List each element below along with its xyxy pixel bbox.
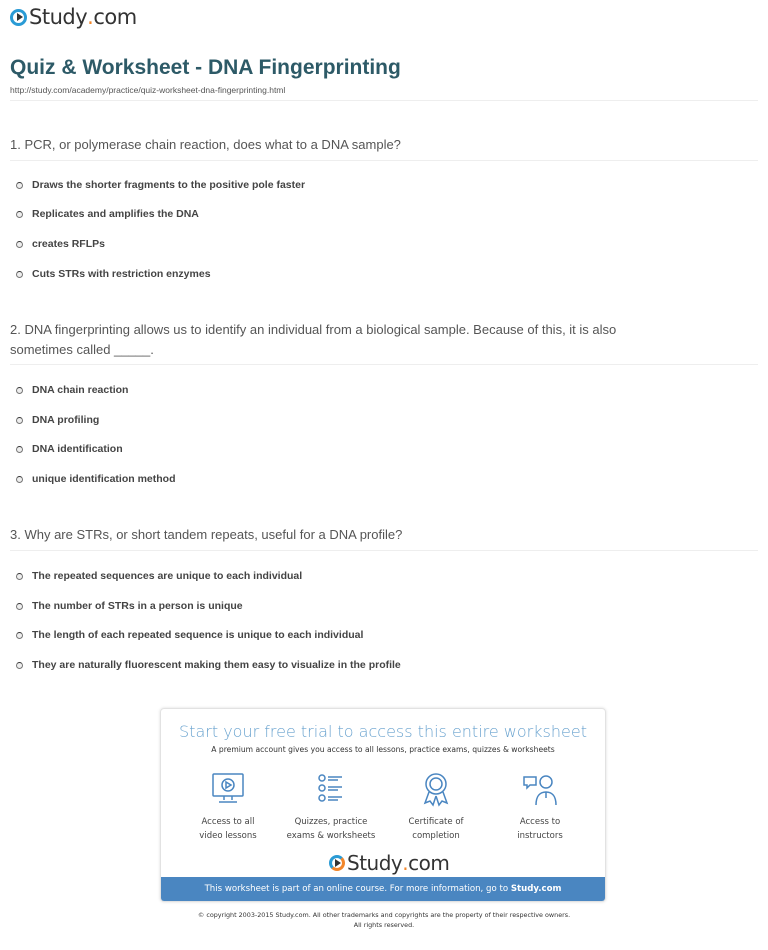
radio-button[interactable] bbox=[16, 211, 23, 218]
option[interactable] bbox=[16, 384, 128, 396]
option[interactable] bbox=[16, 570, 302, 582]
instructor-chat-icon bbox=[522, 771, 558, 807]
divider bbox=[10, 160, 758, 161]
logo-tld: com bbox=[408, 851, 450, 875]
logo-dot: . bbox=[402, 851, 409, 875]
play-icon bbox=[329, 855, 345, 871]
radio-button[interactable] bbox=[16, 573, 23, 580]
option[interactable] bbox=[16, 659, 401, 671]
radio-button[interactable] bbox=[16, 662, 23, 669]
radio-button[interactable] bbox=[16, 417, 23, 424]
radio-button[interactable] bbox=[16, 476, 23, 483]
study-link[interactable]: Study.com bbox=[510, 884, 562, 894]
divider bbox=[10, 550, 758, 551]
option[interactable] bbox=[16, 414, 99, 426]
option-label: The number of STRs in a person is unique bbox=[32, 600, 243, 612]
option[interactable] bbox=[16, 238, 105, 250]
study-logo[interactable] bbox=[10, 5, 137, 29]
feature-quizzes bbox=[276, 771, 386, 843]
feature-line: Access to all bbox=[201, 817, 255, 827]
option-label: Cuts STRs with restriction enzymes bbox=[32, 268, 211, 280]
study-logo-promo[interactable] bbox=[329, 851, 449, 875]
option[interactable] bbox=[16, 473, 176, 485]
free-trial-promo[interactable] bbox=[160, 708, 606, 902]
list-icon bbox=[313, 771, 349, 807]
award-ribbon-icon bbox=[418, 771, 454, 807]
feature-line: Certificate of bbox=[408, 817, 464, 827]
option-label: unique identification method bbox=[32, 473, 176, 485]
option-label: They are naturally fluorescent making them easy to visualize in the profile bbox=[32, 659, 401, 671]
option-label: Draws the shorter fragments to the positive pole faster bbox=[32, 179, 306, 191]
page-url: http://study.com/academy/practice/quiz-worksheet-dna-fingerprinting.html bbox=[10, 85, 286, 95]
question-1: 1. PCR, or polymerase chain reaction, does what to a DNA sample? bbox=[10, 137, 401, 152]
option[interactable] bbox=[16, 600, 243, 612]
promo-title: Start your free trial to access this entire worksheet bbox=[179, 722, 587, 741]
radio-button[interactable] bbox=[16, 387, 23, 394]
option-label: DNA chain reaction bbox=[32, 384, 129, 396]
promo-subtitle: A premium account gives you access to all lessons, practice exams, quizzes & worksheets bbox=[211, 745, 555, 754]
feature-line: exams & worksheets bbox=[286, 831, 376, 841]
question-3: 3. Why are STRs, or short tandem repeats, useful for a DNA profile? bbox=[10, 527, 403, 542]
radio-button[interactable] bbox=[16, 603, 23, 610]
option[interactable] bbox=[16, 208, 199, 220]
option[interactable] bbox=[16, 268, 211, 280]
question-2: 2. DNA fingerprinting allows us to identify an individual from a biological sample. Because of this, it is also sometimes called _____. bbox=[10, 322, 617, 357]
logo-dot: . bbox=[87, 5, 94, 29]
divider bbox=[10, 100, 758, 101]
option-label: DNA profiling bbox=[32, 414, 100, 426]
feature-line: video lessons bbox=[199, 831, 257, 841]
feature-video-lessons bbox=[173, 771, 283, 843]
course-info-bar bbox=[161, 877, 605, 901]
copyright-line: © copyright 2003-2015 Study.com. All other trademarks and copyrights are the property of their respective owners. bbox=[197, 911, 571, 919]
radio-button[interactable] bbox=[16, 632, 23, 639]
monitor-play-icon bbox=[210, 771, 246, 807]
option-label: creates RFLPs bbox=[32, 238, 105, 250]
option[interactable] bbox=[16, 443, 123, 455]
divider bbox=[10, 364, 758, 365]
feature-instructors bbox=[485, 771, 595, 843]
option-label: DNA identification bbox=[32, 443, 123, 455]
option-label: The repeated sequences are unique to each individual bbox=[32, 570, 303, 582]
feature-line: Quizzes, practice bbox=[294, 817, 368, 827]
radio-button[interactable] bbox=[16, 241, 23, 248]
radio-button[interactable] bbox=[16, 182, 23, 189]
option[interactable] bbox=[16, 179, 305, 191]
copyright-footer bbox=[0, 910, 768, 930]
feature-certificate bbox=[381, 771, 491, 843]
feature-line: completion bbox=[412, 831, 460, 841]
radio-button[interactable] bbox=[16, 271, 23, 278]
option-label: Replicates and amplifies the DNA bbox=[32, 208, 199, 220]
option[interactable] bbox=[16, 629, 363, 641]
feature-line: instructors bbox=[517, 831, 563, 841]
rights-line: All rights reserved. bbox=[353, 921, 415, 929]
logo-text: Study bbox=[29, 5, 88, 29]
option-label: The length of each repeated sequence is unique to each individual bbox=[32, 629, 364, 641]
feature-line: Access to bbox=[519, 817, 561, 827]
logo-text: Study bbox=[347, 851, 403, 875]
bar-text: This worksheet is part of an online course. For more information, go to bbox=[204, 884, 511, 894]
radio-button[interactable] bbox=[16, 446, 23, 453]
page-title: Quiz & Worksheet - DNA Fingerprinting bbox=[10, 56, 401, 79]
play-icon bbox=[10, 9, 27, 26]
logo-tld: com bbox=[93, 5, 137, 29]
